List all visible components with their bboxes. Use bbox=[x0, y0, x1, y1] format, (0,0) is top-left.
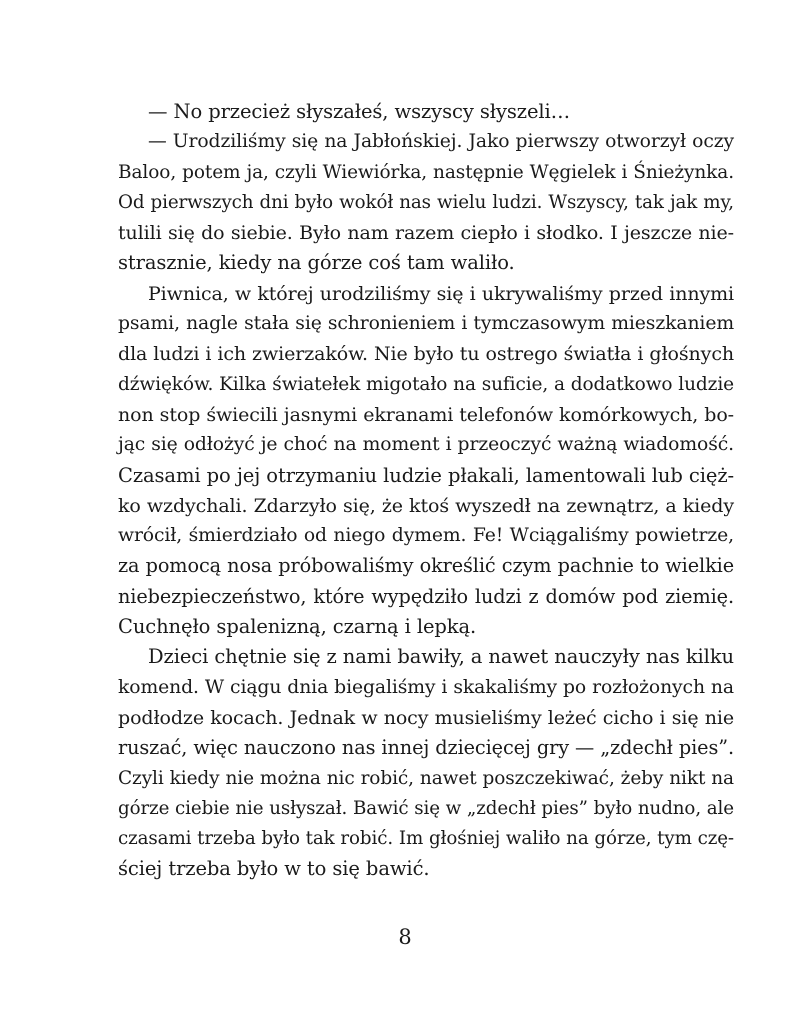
text-line: podłodze kocach. Jednak w nocy musieliśmy leżeć cicho i się nie bbox=[118, 706, 734, 729]
page-number: 8 bbox=[398, 925, 412, 949]
text-line: jąc się odłożyć je choć na moment i przeoczyć ważną wiadomość. bbox=[118, 434, 734, 456]
text-line: dla ludzi i ich zwierzaków. Nie było tu ostrego światła i głośnych bbox=[118, 343, 734, 366]
text-line: dźwięków. Kilka światełek migotało na suficie, a dodatkowo ludzie bbox=[118, 373, 734, 395]
text-line: Czasami po jej otrzymaniu ludzie płakali, lamentowali lub cięż- bbox=[118, 463, 734, 487]
text-line: za pomocą nosa próbowaliśmy określić czym pachnie to wielkie bbox=[118, 554, 734, 578]
text-line: górze ciebie nie usłyszał. Bawić się w „zdechł pies” było nudno, ale bbox=[118, 797, 734, 819]
text-line: ruszać, więc nauczono nas innej dziecięcej gry — „zdechł pies”. bbox=[118, 736, 734, 760]
text-line: komend. W ciągu dnia biegaliśmy i skakaliśmy po rozłożonych na bbox=[118, 676, 734, 698]
text-line: ko wzdychali. Zdarzyło się, że ktoś wyszedł na zewnątrz, a kiedy bbox=[118, 494, 734, 517]
text-line: ściej trzeba było w to się bawić. bbox=[118, 857, 430, 881]
text-line: niebezpieczeństwo, które wypędziło ludzi z domów pod ziemię. bbox=[118, 584, 734, 608]
text-line: Czyli kiedy nie można nic robić, nawet poszczekiwać, żeby nikt na bbox=[118, 767, 734, 789]
text-line: Baloo, potem ja, czyli Wiewiórka, następnie Węgielek i Śnieżynka. bbox=[118, 161, 734, 183]
text-line: — Urodziliśmy się na Jabłońskiej. Jako pierwszy otworzył oczy bbox=[148, 131, 734, 153]
text-line: Od pierwszych dni było wokół nas wielu ludzi. Wszyscy, tak jak my, bbox=[118, 191, 734, 213]
text-line: psami, nagle stała się schronieniem i tymczasowym mieszkaniem bbox=[118, 313, 734, 335]
book-page-text bbox=[118, 97, 734, 885]
text-line: — No przecież słyszałeś, wszyscy słyszeli… bbox=[148, 100, 571, 123]
text-line: Piwnica, w której urodziliśmy się i ukrywaliśmy przed innymi bbox=[148, 282, 734, 305]
text-line: Dzieci chętnie się z nami bawiły, a nawet nauczyły nas kilku bbox=[148, 645, 734, 669]
text-line: strasznie, kiedy na górze coś tam waliło. bbox=[118, 251, 515, 275]
text-line: Cuchnęło spalenizną, czarną i lepką. bbox=[118, 615, 477, 639]
text-line: tulili się do siebie. Było nam razem ciepło i słodko. I jeszcze nie- bbox=[118, 222, 734, 245]
text-line: non stop świecili jasnymi ekranami telefonów komórkowych, bo- bbox=[118, 403, 734, 426]
text-line: czasami trzeba było tak robić. Im głośniej waliło na górze, tym czę- bbox=[118, 828, 734, 850]
text-line: wrócił, śmierdziało od niego dymem. Fe! Wciągaliśmy powietrze, bbox=[118, 525, 734, 547]
